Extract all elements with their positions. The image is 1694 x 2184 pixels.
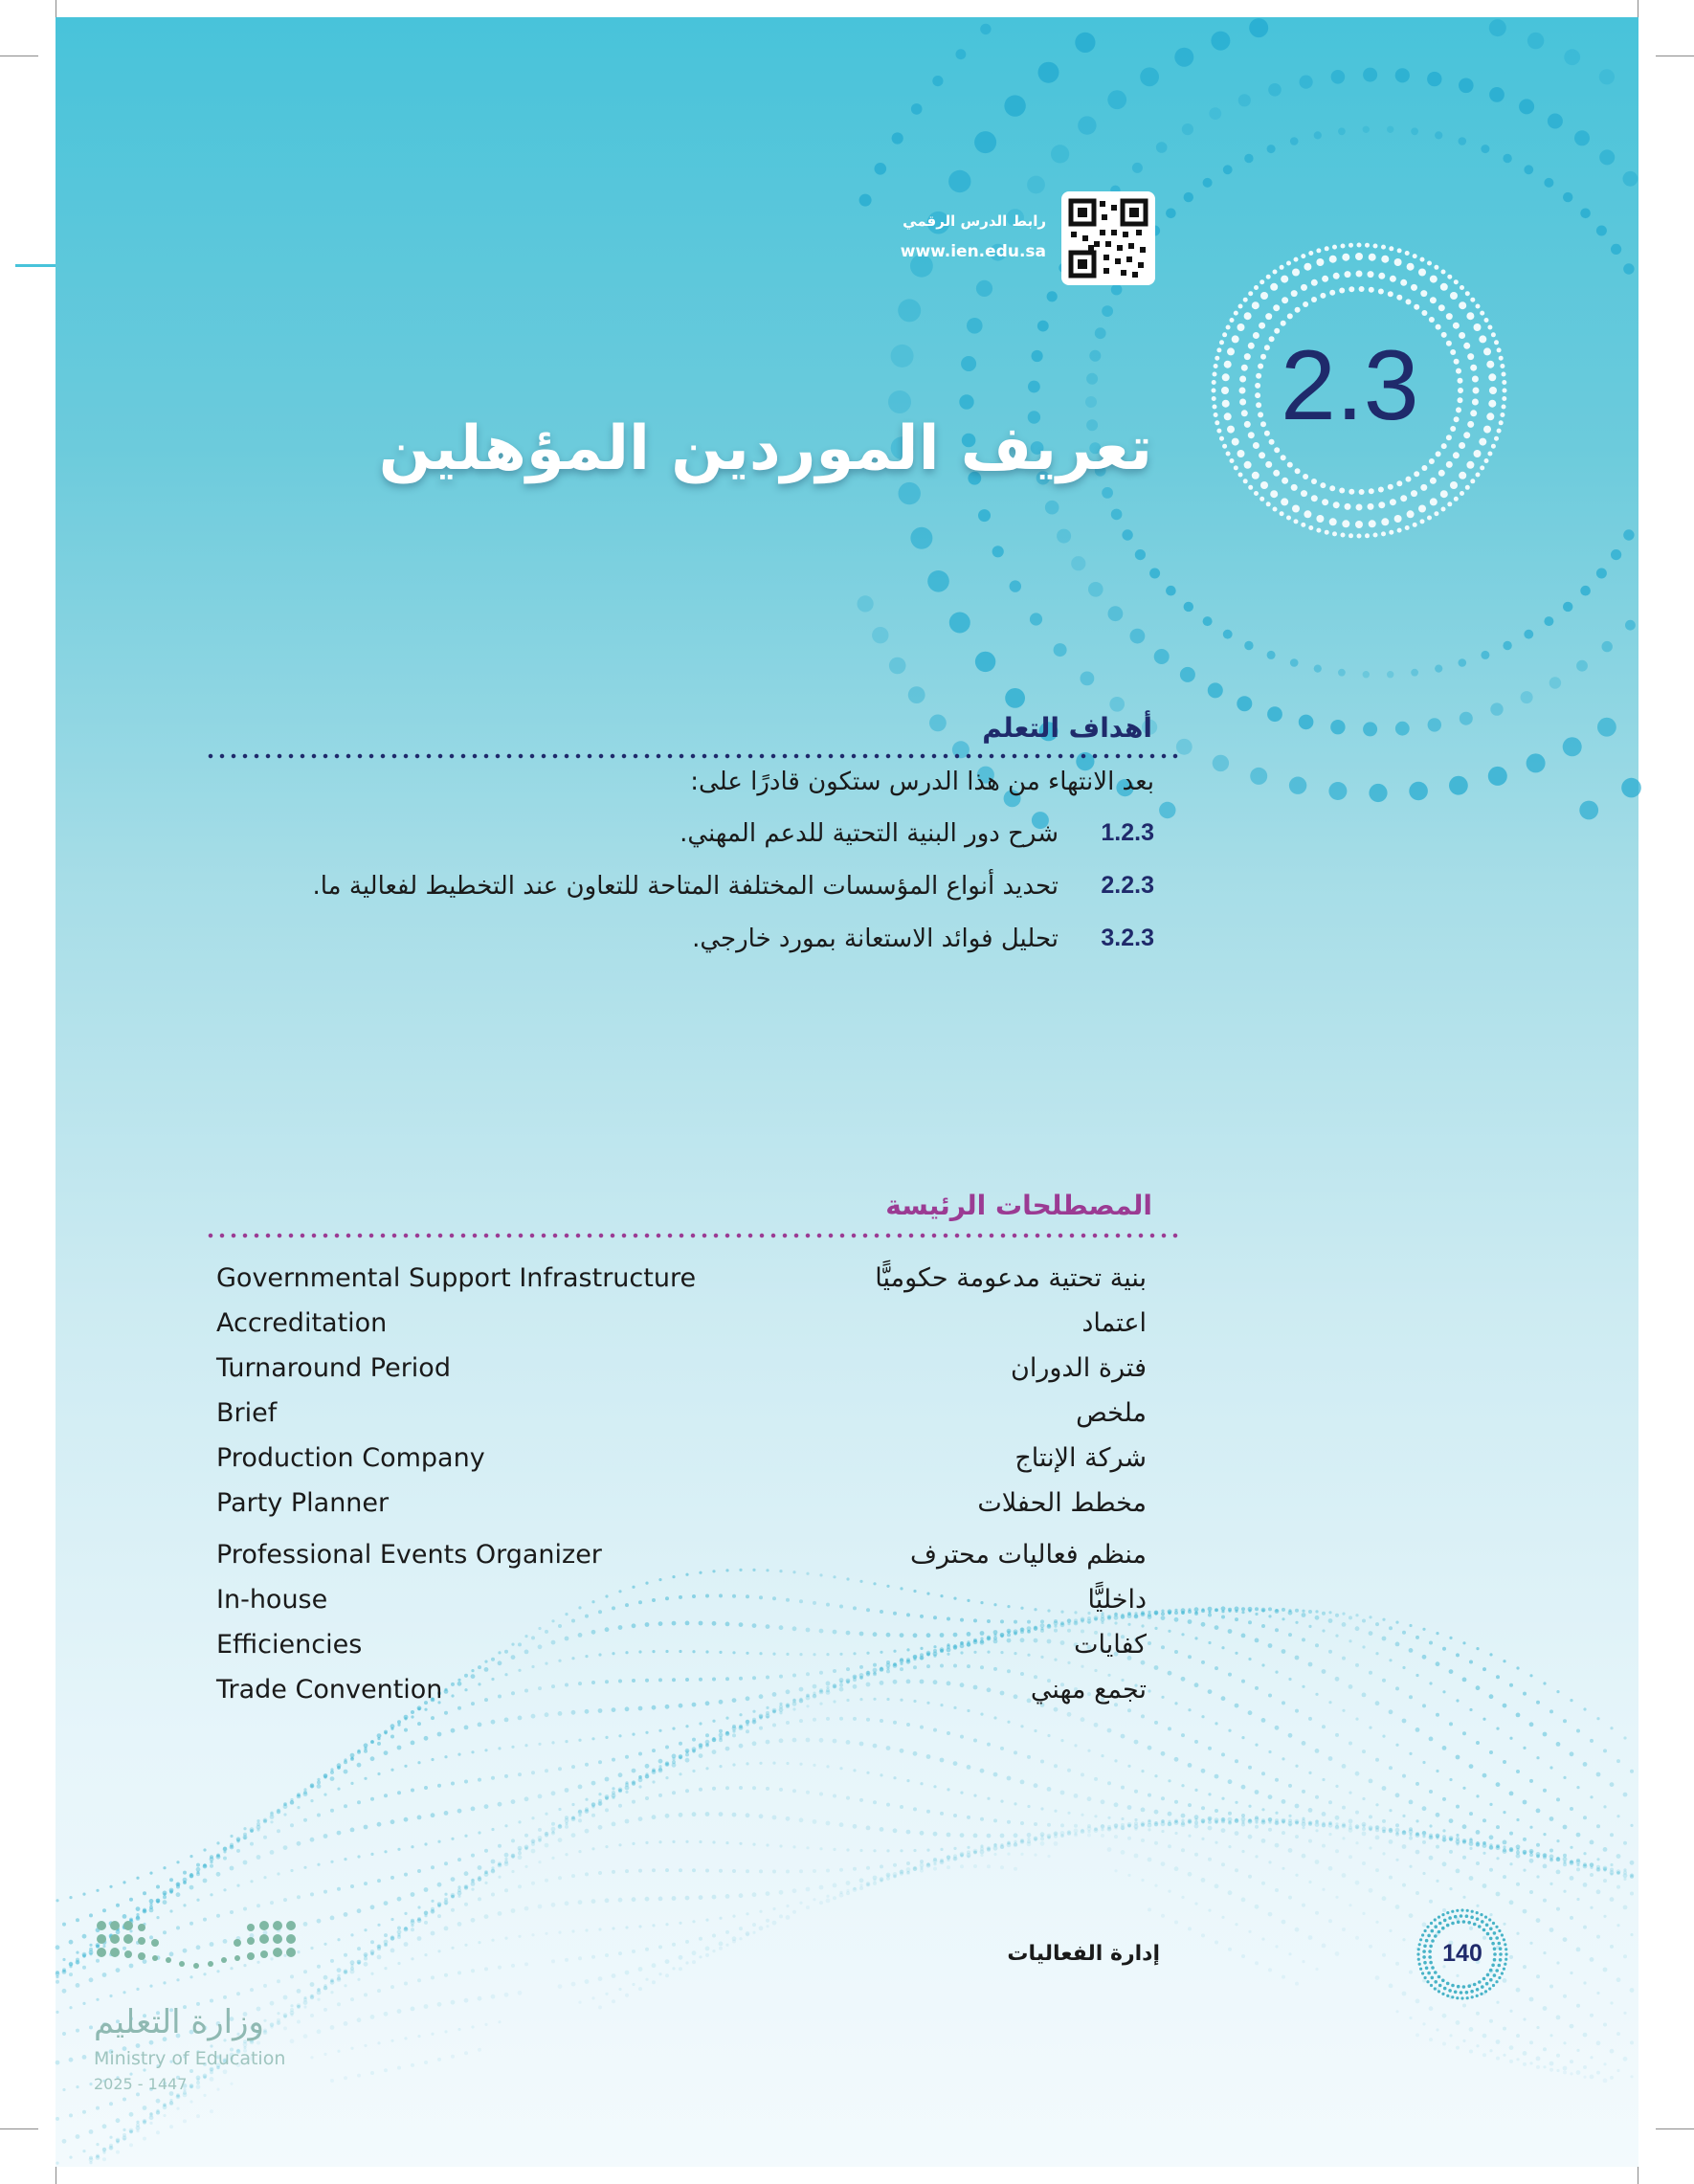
term-english: Brief: [216, 1398, 278, 1428]
objective-code: 3.2.3: [1101, 925, 1154, 951]
qr-code[interactable]: [1061, 191, 1155, 285]
lesson-title: تعريف الموردين المؤهلين: [378, 413, 1152, 484]
term-english: Governmental Support Infrastructure: [216, 1263, 697, 1293]
term-row: [216, 1353, 1147, 1392]
qr-label: رابط الدرس الرقمي: [903, 212, 1046, 230]
objectives-heading: أهداف التعلم: [982, 712, 1152, 744]
term-row: [216, 1398, 1147, 1437]
objective-text: تحديد أنواع المؤسسات المختلفة المتاحة للتعاون عند التخطيط لفعالية ما.: [312, 872, 1059, 901]
ministry-logo-icon: [94, 1918, 299, 1995]
subject-name: إدارة الفعاليات: [1007, 1942, 1160, 1966]
objective-text: شرح دور البنية التحتية للدعم المهني.: [680, 819, 1059, 848]
term-arabic: كفايات: [1074, 1630, 1147, 1660]
term-english: In-house: [216, 1585, 328, 1615]
objective-code: 2.2.3: [1101, 872, 1154, 899]
key-terms-heading: المصطلحات الرئيسة: [885, 1190, 1152, 1221]
term-arabic: مخطط الحفلات: [977, 1488, 1147, 1518]
lesson-number: 2.3: [1281, 330, 1419, 441]
term-arabic: بنية تحتية مدعومة حكوميًّا: [875, 1263, 1147, 1293]
term-row: [216, 1585, 1147, 1623]
objective-text: تحليل فوائد الاستعانة بمورد خارجي.: [692, 925, 1059, 953]
term-arabic: داخليًّا: [1087, 1585, 1147, 1615]
term-arabic: تجمع مهني: [1030, 1675, 1147, 1705]
objective-code: 1.2.3: [1101, 819, 1154, 846]
edition-year: 2025 - 1447: [94, 2075, 188, 2093]
term-english: Party Planner: [216, 1488, 390, 1518]
ministry-name-arabic: وزارة التعليم: [94, 2003, 264, 2041]
term-row: [216, 1675, 1147, 1713]
term-english: Production Company: [216, 1443, 485, 1473]
term-arabic: فترة الدوران: [1011, 1353, 1147, 1383]
term-row: [216, 1443, 1147, 1482]
term-english: Trade Convention: [216, 1675, 443, 1705]
term-row: [216, 1308, 1147, 1347]
term-arabic: اعتماد: [1081, 1308, 1147, 1338]
term-row: [216, 1630, 1147, 1668]
objective-item: [101, 819, 1154, 858]
ministry-name-english: Ministry of Education: [94, 2048, 286, 2069]
term-arabic: ملخص: [1076, 1398, 1147, 1428]
term-row: [216, 1263, 1147, 1302]
term-english: Professional Events Organizer: [216, 1540, 602, 1570]
objectives-intro: بعد الانتهاء من هذا الدرس ستكون قادرًا على:: [690, 768, 1154, 796]
term-arabic: منظم فعاليات محترف: [910, 1540, 1147, 1570]
term-arabic: شركة الإنتاج: [1014, 1443, 1147, 1473]
term-english: Efficiencies: [216, 1630, 363, 1660]
term-row: [216, 1488, 1147, 1527]
objective-item: [101, 872, 1154, 910]
qr-url-link[interactable]: www.ien.edu.sa: [900, 242, 1046, 261]
qr-code-icon: [1061, 191, 1155, 285]
term-english: Accreditation: [216, 1308, 388, 1338]
term-english: Turnaround Period: [216, 1353, 451, 1383]
objectives-divider: [205, 753, 1181, 759]
objective-item: [101, 925, 1154, 963]
page-number: 140: [1442, 1940, 1482, 1967]
key-terms-divider: [205, 1233, 1181, 1238]
term-row: [216, 1540, 1147, 1578]
